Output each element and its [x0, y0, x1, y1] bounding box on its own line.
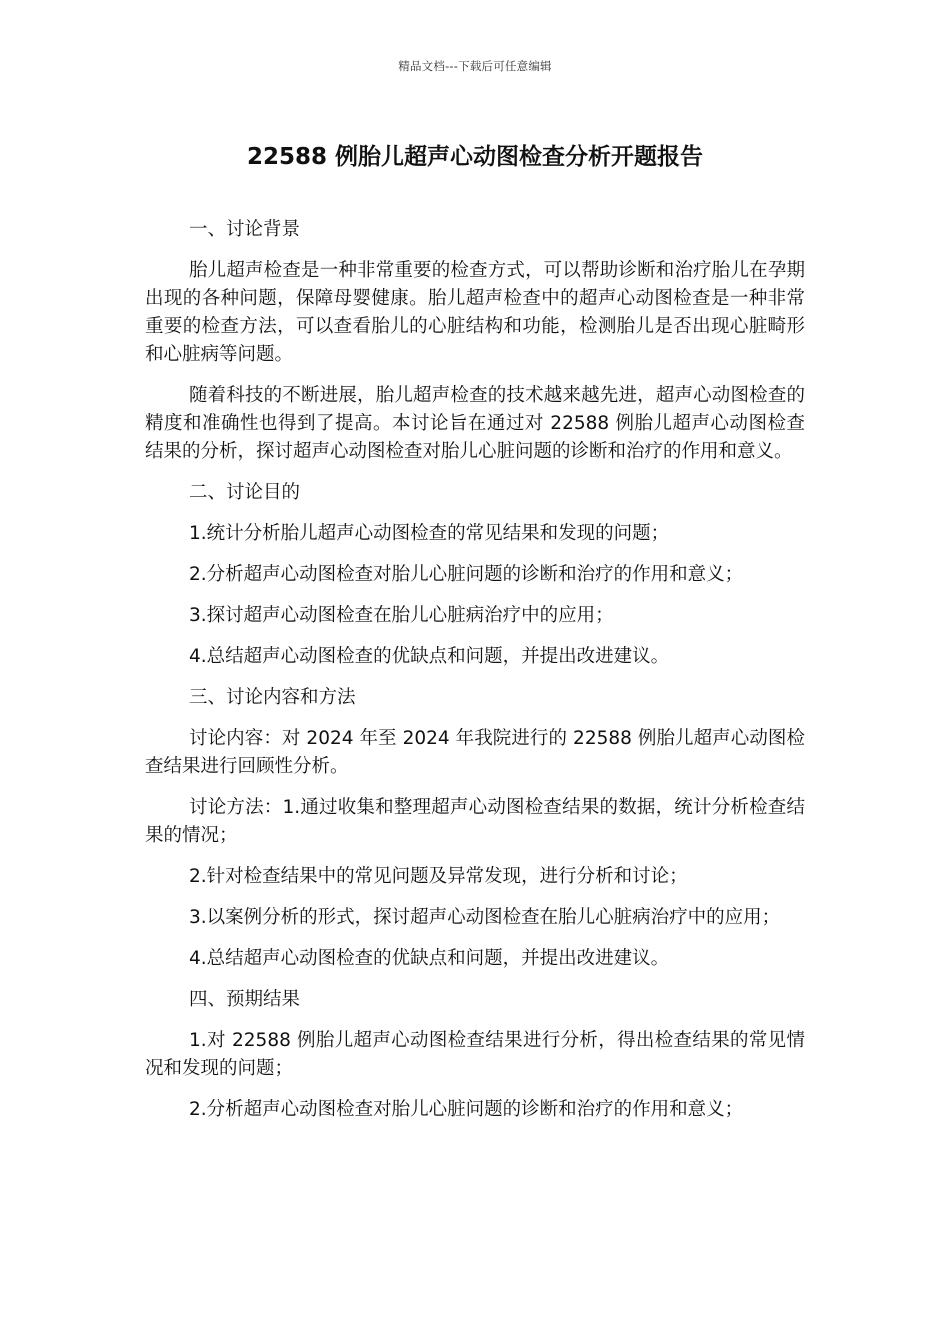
- section-heading-purpose: 二、讨论目的: [189, 482, 301, 503]
- result-item-1: 1.对 22588 例胎儿超声心动图检查结果进行分析，得出检查结果的常见情况和发现的问题；: [145, 1030, 805, 1079]
- section-heading-background: 一、讨论背景: [189, 219, 301, 240]
- document-title: 22588 例胎儿超声心动图检查分析开题报告: [246, 144, 704, 170]
- method-item-4: 4.总结超声心动图检查的优缺点和问题，并提出改进建议。: [189, 948, 670, 969]
- result-item-2: 2.分析超声心动图检查对胎儿心脏问题的诊断和治疗的作用和意义；: [189, 1099, 744, 1120]
- section-heading-content-method: 三、讨论内容和方法: [189, 687, 356, 708]
- document-body: [145, 216, 805, 1137]
- section-heading-expected-results: 四、预期结果: [189, 989, 301, 1010]
- purpose-item-1: 1.统计分析胎儿超声心动图检查的常见结果和发现的问题；: [189, 523, 670, 544]
- method-item-3: 3.以案例分析的形式，探讨超声心动图检查在胎儿心脏病治疗中的应用；: [189, 907, 781, 928]
- paragraph-background-2: 随着科技的不断进展，胎儿超声检查的技术越来越先进，超声心动图检查的精度和准确性也得到了提高。本讨论旨在通过对 22588 例胎儿超声心动图检查结果的分析，探讨超声心动图检查对胎儿心脏问题的诊断和治疗的作用和意义。: [145, 385, 805, 462]
- purpose-item-2: 2.分析超声心动图检查对胎儿心脏问题的诊断和治疗的作用和意义；: [189, 564, 744, 585]
- purpose-item-3: 3.探讨超声心动图检查在胎儿心脏病治疗中的应用；: [189, 605, 614, 626]
- method-item-2: 2.针对检查结果中的常见问题及异常发现，进行分析和讨论；: [189, 866, 688, 887]
- paragraph-method: 讨论方法：1.通过收集和整理超声心动图检查结果的数据，统计分析检查结果的情况；: [145, 797, 805, 846]
- purpose-item-4: 4.总结超声心动图检查的优缺点和问题，并提出改进建议。: [189, 646, 670, 667]
- paragraph-background-1: 胎儿超声检查是一种非常重要的检查方式，可以帮助诊断和治疗胎儿在孕期出现的各种问题，保障母婴健康。胎儿超声检查中的超声心动图检查是一种非常重要的检查方法，可以查看胎儿的心脏结构和功能，检测胎儿是否出现心脏畸形和心脏病等问题。: [145, 260, 805, 365]
- header-note: 精品文档---下载后可任意编辑: [398, 59, 552, 73]
- paragraph-content: 讨论内容：对 2024 年至 2024 年我院进行的 22588 例胎儿超声心动图检查结果进行回顾性分析。: [145, 728, 805, 777]
